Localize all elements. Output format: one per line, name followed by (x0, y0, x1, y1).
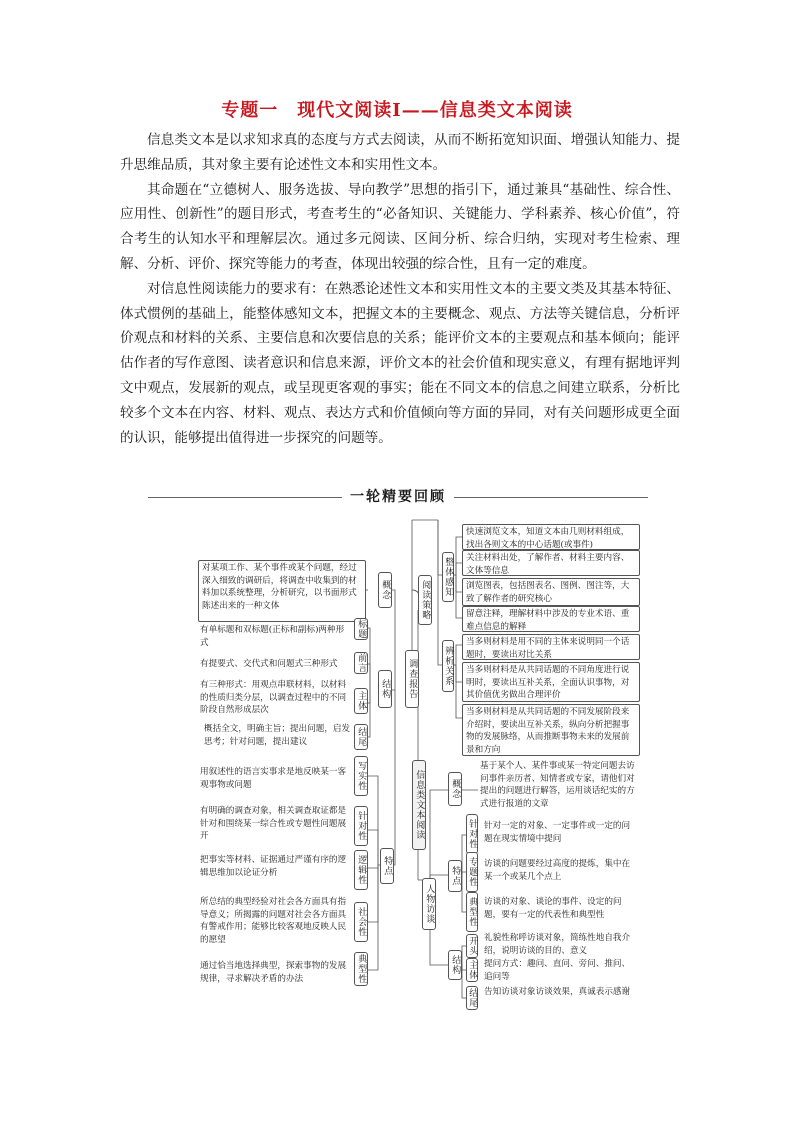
report-structure-text-3: 有三种形式：用观点串联材料，以材料的性质归类分层，以调查过程中的不同阶段自然形成层次 (200, 680, 347, 715)
interview-structure-node: 结构 (448, 950, 462, 980)
report-feature-text-3: 把事实等材料、证据通过严谨有序的逻辑思维加以论证分析 (200, 855, 347, 878)
interview-feature-text-3: 访谈的对象、谈论的事件、设定的问题，要有一定的代表性和典型性 (484, 897, 622, 920)
paragraph-1: 信息类文本是以求知求真的态度与方式去阅读，从而不断拓宽知识面、增强认知能力、提升思维品质，其对象主要有论述性文本和实用性文本。 (120, 132, 680, 173)
strategy-overall-text-3: 浏览图表，包括图表名、图例、图注等，大致了解作者的研究核心 (462, 578, 640, 606)
strategy-relation-text-3: 当多则材料是从共同话题的不同发展阶段来介绍时，要读出互补关系，纵向分析把握事物的发展脉络，从而推断事物未来的发展前景和方向 (462, 704, 640, 756)
strategy-overall-text-2: 关注材料出处，了解作者、材料主要内容、文体等信息 (462, 550, 640, 576)
strategy-node: 阅读策略 (418, 575, 432, 625)
report-structure-text-1: 有单标题和双标题(正标和副标)两种形式 (200, 625, 345, 648)
report-feature-text-5: 通过恰当地选择典型，探索事物的发展规律，寻求解决矛盾的办法 (200, 961, 347, 984)
interview-structure-label-1: 开头 (467, 936, 478, 956)
interview-structure-label-3: 结尾 (467, 988, 478, 1008)
report-feature-text-4: 所总结的典型经验对社会各方面具有指导意义；所揭露的问题对社会各方面具有警戒作用；能够比较客观地反映人民的愿望 (200, 897, 347, 945)
report-structure-label-3: 主体 (354, 688, 368, 714)
report-node: 调查报告 (405, 650, 419, 708)
report-feature-label-1: 写实性 (354, 756, 368, 796)
page-title: 专题一 现代文阅读Ⅰ——信息类文本阅读 (221, 100, 573, 121)
strategy-relation-node: 辨析关系 (442, 640, 454, 692)
report-structure-text-4: 概括全文，明确主旨；提出问题，启发思考；针对问题，提出建议 (204, 724, 351, 747)
interview-structure-text-2: 提问方式：趣问、直问、旁问、推问、追问等 (484, 959, 631, 982)
report-feature-label-2: 针对性 (354, 806, 368, 846)
interview-feature-label-3: 典型性 (466, 892, 478, 932)
interview-feature-text-2: 访谈的问题要经过高度的提炼，集中在某一个或某几个点上 (484, 859, 631, 882)
strategy-overall-text-1: 快速浏览文本，知道文本由几则材料组成，找出各则文本的中心话题(或事件) (462, 524, 640, 550)
report-structure-text-2: 有提要式、交代式和问题式三种形式 (200, 659, 338, 669)
paragraph-3: 对信息性阅读能力的要求有：在熟悉论述性文本和实用性文本的主要文类及其基本特征、体式惯例的基础上，能整体感知文本，把握文本的主要概念、观点、方法等关键信息，分析评价观点和材料的关系、主要信息和次要信息的关系；能评价文本的主要观点和基本倾向；能评估作者的写作意图、读者意识和信息来源，评价文本的社会价值和现实意义，有理有据地评判文中观点，发展新的观点，或呈现更客观的事实；能在不同文本的信息之间建立联系，分析比较多个文本在内容、材料、观点、表达方式和价值倾向等方面的异同，对有关问题形成更全面的认识，能够提出值得进一步探究的问题等。 (120, 280, 680, 446)
report-features-node: 特点 (380, 848, 394, 884)
report-concept-text: 对某项工作、某个事件或某个问题，经过深入细致的调研后，将调查中收集到的材料加以系统整理，分析研究，以书面形式陈述出来的一种文体 (198, 560, 366, 622)
center-node: 信息类文本阅读 (412, 760, 426, 850)
report-structure-node: 结构 (378, 670, 392, 708)
interview-feature-label-2: 专题性 (466, 852, 478, 892)
report-structure-label-1: 标题 (354, 618, 368, 640)
report-concept-node: 概念 (378, 572, 392, 608)
report-feature-label-3: 逻辑性 (354, 850, 368, 890)
report-feature-label-5: 典型性 (354, 952, 368, 986)
report-feature-label-4: 社会性 (354, 902, 368, 942)
report-feature-text-2: 有明确的调查对象，相关调查取证都是针对和围绕某一综合性或专题性问题展开 (200, 806, 347, 841)
report-feature-text-1: 用叙述性的语言实事求是地反映某一客观事物或问题 (200, 767, 347, 790)
report-structure-label-2: 前言 (354, 652, 368, 674)
interview-node: 人物访谈 (422, 878, 436, 930)
interview-feature-text-1: 针对一定的对象、一定事件或一定的问题在现实情境中提问 (484, 821, 631, 844)
strategy-overall-text-4: 留意注释，理解材料中涉及的专业术语、重难点信息的解释 (462, 606, 640, 632)
interview-features-node: 特点 (448, 860, 462, 892)
strategy-relation-text-1: 当多则材料是用不同的主体来说明同一个话题时，要读出对比关系 (462, 634, 640, 660)
interview-concept-node: 概念 (448, 772, 462, 806)
paragraph-2: 其命题在“立德树人、服务选拔、导向教学”思想的指引下，通过兼具“基础性、综合性、应用性、创新性”的题目形式，考查考生的“必备知识、关键能力、学科素养、核心价值”，符合考生的认知水平和理解层次。通过多元阅读、区间分析、综合归纳，实现对考生检索、理解、分析、评价、探究等能力的考查，体现出较强的综合性，且有一定的难度。 (120, 181, 680, 272)
banner-label: 一轮精要回顾 (342, 489, 454, 505)
strategy-overall-node: 整体感知 (442, 552, 454, 602)
interview-feature-label-1: 针对性 (466, 814, 478, 854)
strategy-relation-text-2: 当多则材料是从共同话题的不同角度进行说明时，要读出互补关系，全面认识事物，对其价值优劣做出合理评价 (462, 662, 640, 702)
interview-structure-text-3: 告知访谈对象访谈效果，真诚表示感谢 (484, 987, 631, 997)
interview-structure-text-1: 礼貌性称呼访谈对象，简练性地自我介绍，说明访谈的目的、意义 (484, 933, 631, 956)
interview-concept-text: 基于某个人、某件事或某一特定问题去访问事件亲历者、知情者或专家，请他们对提出的问题进行解答，运用谈话纪实的方式进行报道的文章 (480, 761, 635, 809)
report-structure-label-4: 结尾 (354, 724, 368, 750)
interview-structure-label-2: 主体 (467, 960, 478, 980)
